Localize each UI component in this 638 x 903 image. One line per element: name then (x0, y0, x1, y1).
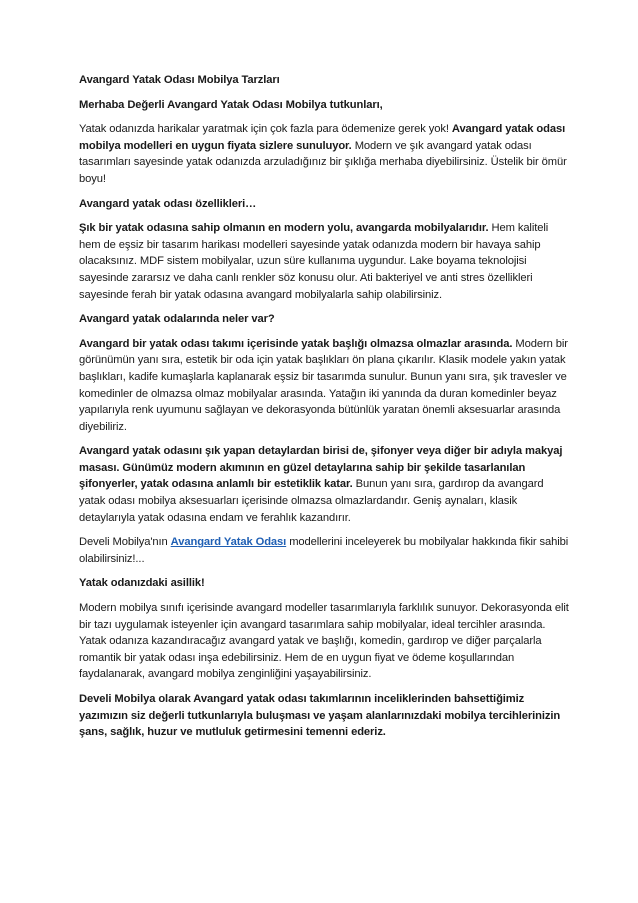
intro-text-1: Yatak odanızda harikalar yaratmak için çok fazla para ödemenize gerek yok! (79, 123, 452, 136)
document-title: Avangard Yatak Odası Mobilya Tarzları (79, 74, 280, 86)
invite-paragraph (79, 534, 569, 567)
features-heading: Avangard yatak odası özellikleri… (79, 197, 257, 210)
features-bold-text: Şık bir yatak odasına sahip olmanın en modern yolu, avangarda mobilyalarıdır. (79, 222, 489, 235)
intro-bold-text: Avangard yatak odası mobilya modelleri en uygun fiyata sizlere sunuluyor. (79, 123, 566, 152)
details-text: Bunun yanı sıra, gardırop da avangard yatak odası mobilya aksesuarları içerisinde olmazsa olmazlardandır. Geniş aynaları, klasik detaylarıyla yatak odasına endam ve ferahlık kazandırır. (79, 478, 544, 524)
contents-bold-text: Avangard bir yatak odası takımı içerisinde yatak başlığı olmazsa olmazlar arasında. (79, 337, 513, 350)
features-text: Hem kaliteli hem de eşsiz bir tasarım harikası modelleri sayesinde yatak odanızda modern bir havaya sahip olacaksınız. MDF sistem mobilyalar, uzun süre kullanıma uygundur. Lake boyama teknolojisi sayesinde zararsız ve daha canlı renkler söz konusu olur. Ati bakteriyel ve anti stres özellikleri sayesinde ferah bir yatak odasına avangard mobilyalarla sahip olabilirsiniz. (79, 222, 549, 301)
details-bold-text: Avangard yatak odasını şık yapan detaylardan birisi de, şifonyer veya diğer bir adıyla makyaj masası. Günümüz modern akımının en güzel detaylarına sahip bir şekilde tasarlanılan şifonyerler, yatak odasına anlamlı bir estetiklik katar. (79, 445, 563, 491)
features-paragraph (79, 220, 569, 303)
elegance-paragraph: Modern mobilya sınıfı içerisinde avangard modeller tasarımlarıyla farklılık sunuyor. Dekorasyonda elit bir tazı uygulamak isteyenler için avangard tasarımlara sahip mobilyalar, ideal tercihler arasında. Yatak odanıza kazandıracağız avangard yatak ve başlığı, komedin, gardırop ve diğer parçalarla romantik bir yatak odası inşa edebilirsiniz. Hem de en uygun fiyat ve ödeme koşullarından faydalanarak, avangard mobilya zenginliğini yaşayabilirsiniz. (79, 602, 569, 681)
document-page (79, 72, 569, 749)
invite-text-2: modellerini inceleyerek bu mobilyalar hakkında fikir sahibi olabilirsiniz!... (79, 536, 569, 565)
greeting-line: Merhaba Değerli Avangard Yatak Odası Mobilya tutkunları, (79, 98, 383, 111)
invite-text-1: Develi Mobilya'nın (79, 536, 171, 549)
closing-paragraph: Develi Mobilya olarak Avangard yatak odası takımlarının inceliklerinden bahsettiğimiz yazımızın siz değerli tutkunlarıyla buluşması ve yaşam alanlarınızdaki mobilya tercihlerinizin şans, sağlık, huzur ve mutluluk getirmesini temenni ederiz. (79, 693, 561, 739)
contents-text: Modern bir görünümün yanı sıra, estetik bir oda için yatak başlıkları ön plana çıkarılır. Klasik modele yakın yatak başlıkları, kadife kumaşlarla kaplanarak eşsiz bir tasarımda sunulur. Bunun yanı sıra, şık travesler ve komedinler de olmazsa olmaz mobilyalar arasında. Yatağın iki yanında da duran komedinler beyaz yapılarıyla renk uyumunu sağlayan ve dekorasyonda bütünlük yaratan önemli aksesuarlar arasında diyebiliriz. (79, 337, 568, 433)
intro-paragraph (79, 121, 569, 187)
contents-paragraph (79, 336, 569, 436)
avangard-yatak-odasi-link[interactable]: Avangard Yatak Odası (170, 536, 287, 549)
details-paragraph (79, 443, 569, 526)
intro-text-2: Modern ve şık avangard yatak odası tasarımları sayesinde yatak odanızda arzuladığınız bir şıklığa merhaba diyebilirsiniz. Üstelik bir ömür boyu! (79, 139, 567, 185)
elegance-heading: Yatak odanızdaki asillik! (79, 577, 205, 590)
contents-heading: Avangard yatak odalarında neler var? (79, 313, 275, 326)
